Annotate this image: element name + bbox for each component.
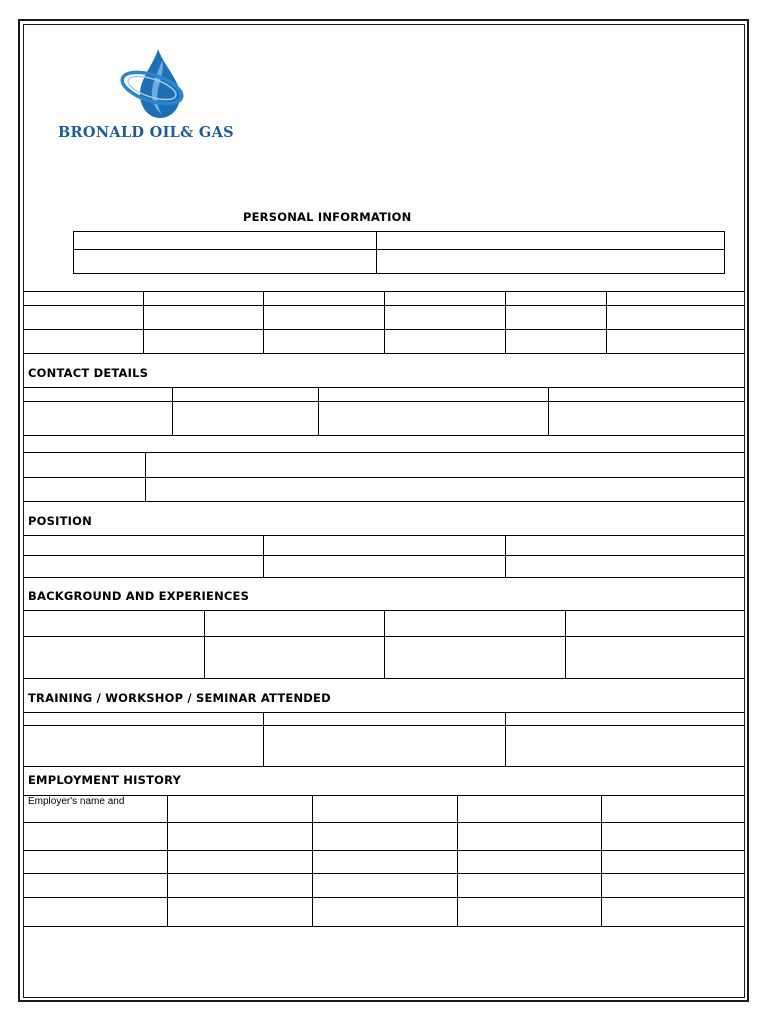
grid-line (24, 850, 744, 851)
grid-line (24, 766, 744, 767)
oil-drop-logo-icon (118, 46, 186, 122)
section-heading-position: POSITION (28, 514, 92, 528)
page-inner-border (23, 24, 745, 998)
grid-line (318, 387, 319, 435)
section-heading-training: TRAINING / WORKSHOP / SEMINAR ATTENDED (28, 691, 331, 705)
grid-line (505, 291, 506, 353)
grid-line (24, 555, 744, 556)
grid-line (384, 291, 385, 353)
grid-line (24, 577, 744, 578)
grid-line (565, 610, 566, 678)
grid-line (24, 501, 744, 502)
grid-line (145, 452, 146, 501)
grid-line (167, 795, 168, 926)
employment-header-employer-name: Employer's name and (28, 796, 125, 807)
grid-line (384, 610, 385, 678)
grid-line (505, 712, 506, 766)
grid-line (606, 291, 607, 353)
grid-line (24, 822, 744, 823)
company-name: BRONALD OIL& GAS (58, 124, 234, 141)
section-heading-background: BACKGROUND AND EXPERIENCES (28, 589, 250, 603)
grid-line (143, 291, 144, 353)
grid-line (24, 477, 744, 478)
personal-field-1[interactable] (74, 232, 375, 249)
grid-line (601, 795, 602, 926)
company-logo (118, 46, 186, 122)
grid-line (172, 387, 173, 435)
grid-line (24, 452, 744, 453)
grid-line (457, 795, 458, 926)
grid-line (24, 873, 744, 874)
grid-line (24, 795, 744, 796)
grid-line (24, 535, 744, 536)
personal-field-3[interactable] (74, 250, 375, 273)
grid-line (24, 435, 744, 436)
section-heading-employment-history: EMPLOYMENT HISTORY (28, 773, 182, 787)
grid-line (24, 926, 744, 927)
section-heading-contact-details: CONTACT DETAILS (28, 366, 149, 380)
personal-field-2[interactable] (377, 232, 724, 249)
section-heading-personal-information: PERSONAL INFORMATION (243, 210, 412, 224)
grid-line (24, 678, 744, 679)
grid-line (24, 387, 744, 388)
grid-line (505, 535, 506, 577)
grid-line (24, 712, 744, 713)
grid-line (263, 535, 264, 577)
grid-line (24, 725, 744, 726)
grid-line (24, 353, 744, 354)
personal-field-4[interactable] (377, 250, 724, 273)
grid-line (548, 387, 549, 435)
grid-line (24, 401, 744, 402)
grid-line (263, 712, 264, 766)
grid-line (204, 610, 205, 678)
grid-line (263, 291, 264, 353)
grid-line (24, 897, 744, 898)
grid-line (312, 795, 313, 926)
